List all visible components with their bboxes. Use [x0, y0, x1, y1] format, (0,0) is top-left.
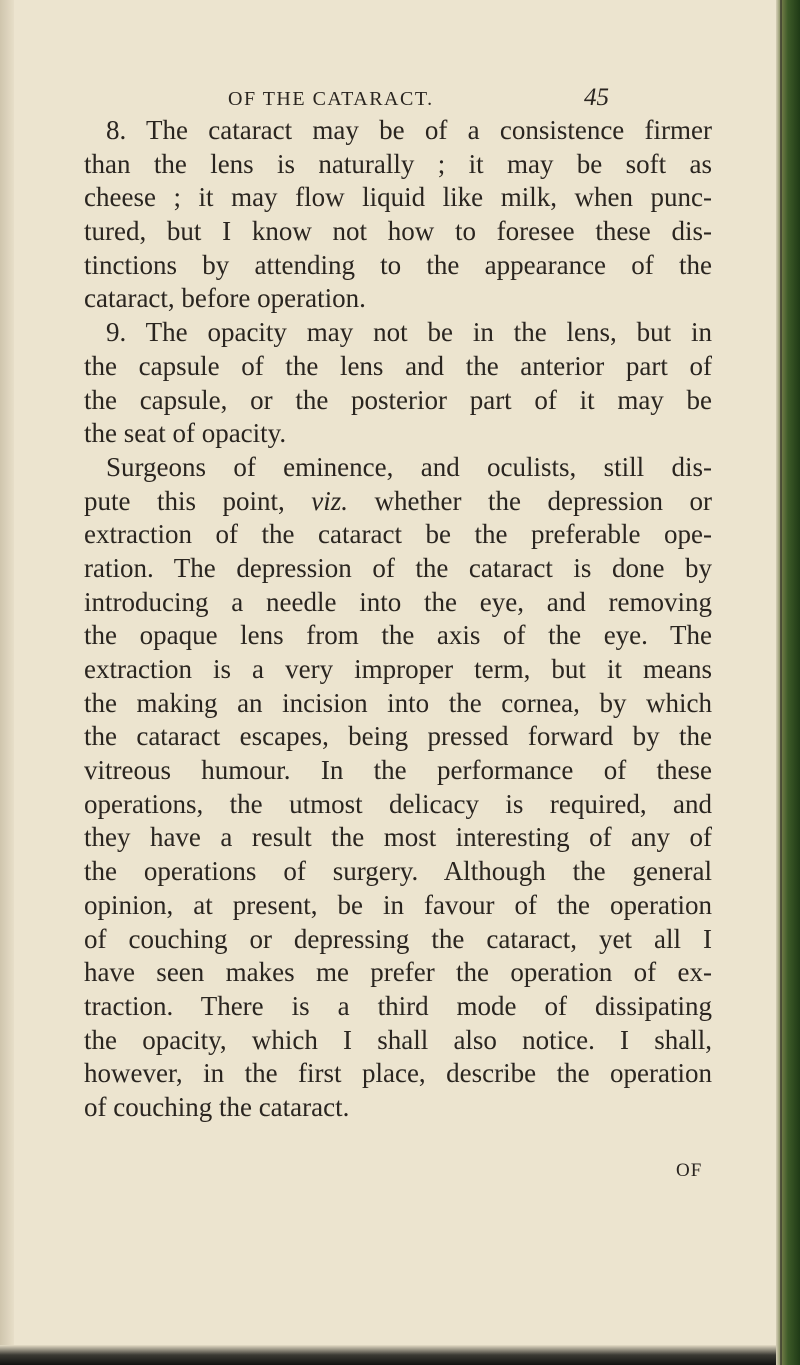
text-line: of couching or depressing the cataract, yet all I — [84, 923, 712, 954]
text-line: 8. The cataract may be of a consistence firmer — [106, 115, 712, 145]
text-line: the seat of opacity. — [84, 418, 287, 449]
text-line: operations, the utmost delicacy is required, and — [84, 788, 712, 819]
catchword: OF — [676, 1160, 703, 1181]
book-binding-edge — [776, 0, 800, 1365]
text-line: the operations of surgery. Although the general — [84, 856, 712, 887]
text-line: vitreous humour. In the performance of these — [84, 755, 712, 786]
running-head — [0, 84, 776, 118]
body-text — [84, 114, 712, 1125]
text-line: tinctions by attending to the appearance of the — [84, 249, 712, 280]
text-line: the cataract escapes, being pressed forward by the — [84, 721, 712, 752]
text-line: the opacity, which I shall also notice. I shall, — [84, 1024, 712, 1055]
text-line: extraction is a very improper term, but it means — [84, 654, 712, 684]
text-line: traction. There is a third mode of dissipating — [84, 990, 712, 1021]
text-line: tured, but I know not how to foresee these dis- — [84, 216, 712, 247]
page-gutter — [0, 0, 14, 1365]
text-line: pute this point, viz. whether the depression or — [84, 485, 713, 516]
text-line: introducing a needle into the eye, and removing — [84, 586, 712, 617]
text-line: than the lens is naturally ; it may be soft as — [84, 148, 712, 179]
text-line: they have a result the most interesting of any of — [84, 822, 712, 853]
text-line: extraction of the cataract be the preferable ope- — [84, 519, 712, 550]
text-line: ration. The depression of the cataract is done by — [84, 552, 712, 583]
page-number: 45 — [584, 84, 609, 111]
text-line: 9. The opacity may not be in the lens, but in — [106, 317, 712, 348]
text-line: Surgeons of eminence, and oculists, still dis- — [106, 451, 712, 482]
text-line: the capsule of the lens and the anterior part of — [84, 350, 712, 381]
text-line: opinion, at present, be in favour of the operation — [84, 889, 712, 920]
text-line: cheese ; it may flow liquid like milk, when punc- — [84, 182, 712, 213]
page-bottom-edge — [0, 1345, 776, 1365]
text-line: however, in the first place, describe the operation — [84, 1058, 712, 1089]
running-title: OF THE CATARACT. — [228, 88, 434, 110]
text-line: of couching the cataract. — [84, 1091, 350, 1122]
text-line: cataract, before operation. — [84, 283, 366, 314]
text-line: the making an incision into the cornea, by which — [84, 687, 712, 718]
text-line: have seen makes me prefer the operation of ex- — [84, 957, 712, 988]
text-line: the opaque lens from the axis of the eye. The — [84, 620, 712, 651]
text-line: the capsule, or the posterior part of it may be — [84, 384, 712, 415]
